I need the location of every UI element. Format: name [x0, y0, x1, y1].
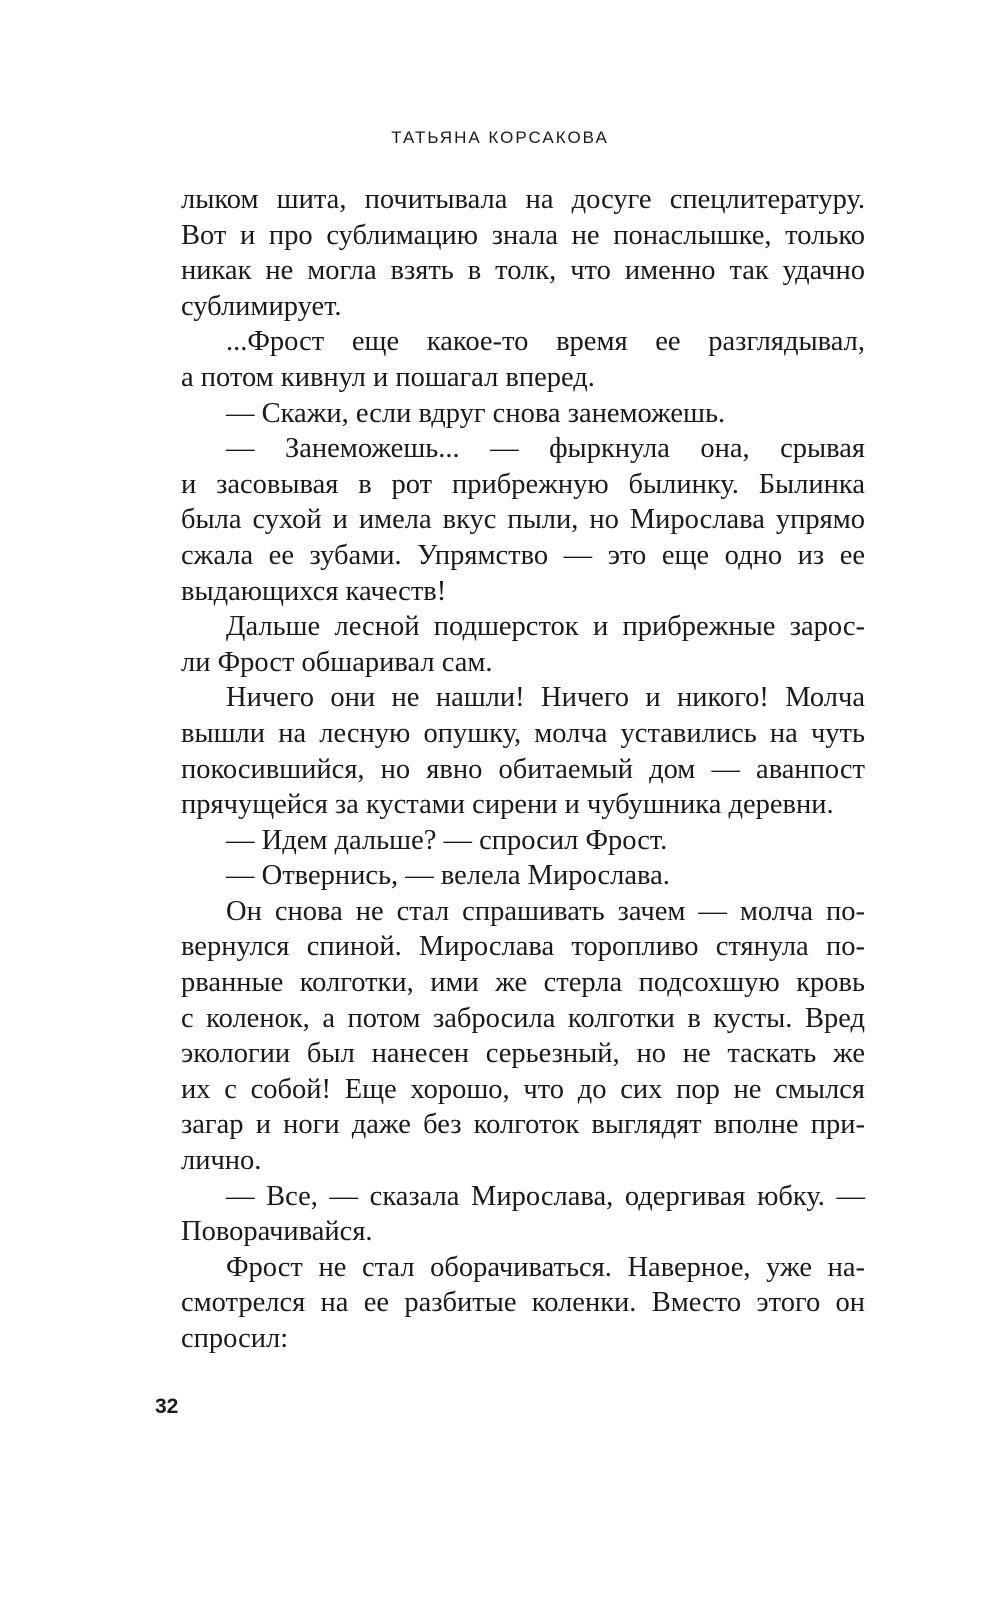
text-line: экологии был нанесен серьезный, но не таскать же [181, 1038, 865, 1070]
text-line: вышли на лесную опушку, молча уставились на чуть [181, 717, 865, 749]
body-text [181, 182, 865, 1357]
text-line: прячущейся за кустами сирени и чубушника деревни. [181, 789, 834, 821]
text-line: вернулся спиной. Мирослава торопливо стянула по- [181, 931, 865, 963]
text-line: Фрост не стал оборачиваться. Наверное, уже на- [226, 1251, 865, 1283]
text-line: Поворачивайся. [181, 1216, 373, 1248]
running-head: ТАТЬЯНА КОРСАКОВА [391, 128, 609, 147]
text-line: их с собой! Еще хорошо, что до сих пор не смылся [181, 1073, 865, 1105]
text-line: никак не могла взять в толк, что именно так удачно [181, 255, 865, 287]
text-line: сжала ее зубами. Упрямство — это еще одно из ее [181, 539, 865, 571]
text-line: и засовывая в рот прибрежную былинку. Былинка [181, 468, 865, 500]
text-line: — Все, — сказала Мирослава, одергивая юбку. — [226, 1180, 865, 1212]
text-line: Он снова не стал спрашивать зачем — молча по- [226, 895, 865, 927]
text-line: спросил: [181, 1323, 289, 1354]
text-line: Ничего они не нашли! Ничего и никого! Молча [226, 682, 865, 714]
text-line: Вот и про сублимацию знала не понаслышке, только [181, 219, 865, 251]
text-line: — Идем дальше? — спросил Фрост. [226, 824, 668, 856]
text-line: загар и ноги даже без колготок выглядят вполне при- [181, 1109, 865, 1141]
text-line: лично. [181, 1145, 262, 1177]
text-line: покосившийся, но явно обитаемый дом — аванпост [181, 753, 865, 785]
text-line: смотрелся на ее разбитые коленки. Вместо этого он [181, 1287, 865, 1319]
text-line: рванные колготки, ими же стерла подсохшую кровь [181, 967, 865, 999]
text-line: ...Фрост еще какое-то время ее разглядывал, [226, 326, 865, 358]
page-number: 32 [155, 1395, 179, 1418]
text-line: сублимирует. [181, 290, 342, 322]
text-line: — Отвернись, — велела Мирослава. [226, 860, 670, 892]
text-line: с коленок, а потом забросила колготки в кусты. Вред [181, 1002, 865, 1034]
text-line: — Скажи, если вдруг снова занеможешь. [226, 397, 726, 429]
text-line: а потом кивнул и пошагал вперед. [181, 361, 595, 393]
text-line: выдающихся качеств! [181, 575, 447, 607]
text-line: Дальше лесной подшерсток и прибрежные зарос- [226, 611, 865, 643]
text-line: лыком шита, почитывала на досуге спецлитературу. [181, 184, 865, 215]
text-line: ли Фрост обшаривал сам. [181, 646, 493, 678]
text-line: была сухой и имела вкус пыли, но Мирослава упрямо [181, 504, 865, 536]
text-line: — Занеможешь... — фыркнула она, срывая [226, 433, 865, 465]
